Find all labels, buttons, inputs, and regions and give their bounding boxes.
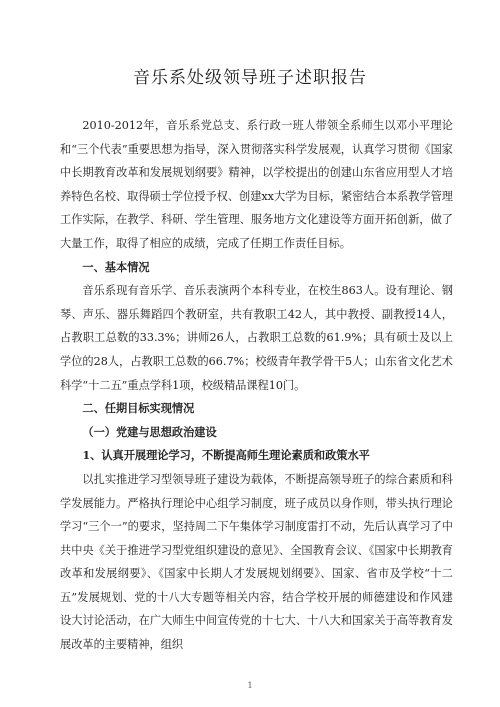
theory-study-paragraph: 以扎实推进学习型领导班子建设为载体，不断提高领导班子的综合素质和科学发展能力。严格执行理论中心组学习制度，班子成员以身作则，带头执行理论学习“三个一”的要求，坚持周二下午集体学习制度雷打不动，先后认真学习了中共中央《关于推进学习型党组织建设的意见》、全国教育会议、《国家中长期教育改革和发展纲要》、《国家中长期人才发展规划纲要》、国家、省市及学校“十二五”发展规划、党的十八大专题等相关内容，结合学校开展的师德建设和作风建设大讨论活动，在广大师生中间宣传党的十七大、十八大和国家关于高等教育发展改革的主要精神，组织 [60,472,453,652]
subsection-heading-party-building: （一）党建与思想政治建设 [82,425,217,439]
section-heading-goals: 二、任期目标实现情况 [82,402,195,416]
intro-paragraph: 2010-2012年，音乐系党总支、系行政一班人带领全系师生以邓小平理论和“三个代表”重要思想为指导，深入贯彻落实科学发展观，认真学习贯彻《国家中长期教育改革和发展规划纲要》精神，以学校提出的创建山东省应用型人才培养特色名校、取得硕士学位授予权、创建xx大学为目标，紧密结合本系教学管理工作实际，在教学、科研、学生管理、服务地方文化建设等方面开拓创新，做了大量工作，取得了相应的成绩，完成了任期工作责任目标。 [60,119,453,250]
page-number: 1 [247,681,253,690]
document-title: 音乐系处级领导班子述职报告 [133,68,367,88]
document-body [60,114,453,657]
item-heading-theory-study: 1、认真开展理论学习，不断提高师生理论素质和政策水平 [82,448,370,463]
basic-info-paragraph: 音乐系现有音乐学、音乐表演两个本科专业，在校生863人。设有理论、钢琴、声乐、器乐舞蹈四个教研室，共有教职工42人，其中教授、副教授14人，占教职工总数的33.3%；讲师26人，占教职工总数的61.9%；具有硕士及以上学位的28人，占教职工总数的66.7%；校级青年教学骨干5人；山东省文化艺术科学“十二五”重点学科1项，校级精品课程10门。 [60,284,453,392]
section-heading-basic-info: 一、基本情况 [82,260,150,274]
